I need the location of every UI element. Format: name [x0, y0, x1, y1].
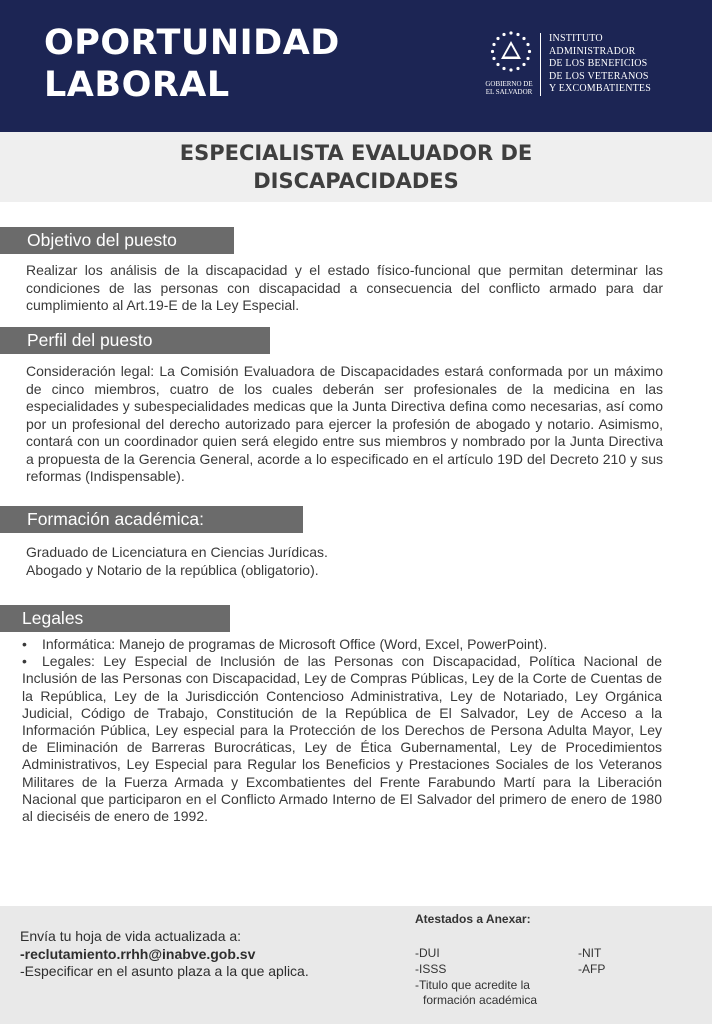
formacion-line: Graduado de Licenciatura en Ciencias Jurídicas. [26, 544, 328, 560]
title-line-2: LABORAL [44, 65, 230, 105]
institution-line: DE LOS BENEFICIOS [549, 58, 648, 69]
list-item [22, 636, 662, 653]
attachment-titulo-line: formación académica [423, 993, 538, 1007]
page-title [44, 22, 340, 106]
institution-line: DE LOS VETERANOS [549, 70, 649, 82]
legales-item-informatica: Informática: Manejo de programas de Microsoft Office (Word, Excel, PowerPoint). [42, 636, 548, 652]
attachment-afp: -AFP [578, 962, 606, 976]
attachment-nit: -NIT [578, 946, 602, 960]
section-heading-legales: Legales [0, 605, 230, 632]
formacion-text [26, 544, 328, 579]
position-title-line-1: ESPECIALISTA EVALUADOR DE [179, 141, 533, 165]
formacion-line: Abogado y Notario de la república (obligatorio). [26, 561, 319, 578]
section-heading-perfil: Perfil del puesto [0, 327, 270, 354]
application-instructions [20, 928, 309, 981]
title-line-1: OPORTUNIDAD [44, 23, 340, 63]
attachment-titulo-line: -Titulo que acredite la [415, 978, 530, 992]
legales-list [22, 636, 662, 825]
seal-caption-line: EL SALVADOR [485, 88, 533, 96]
position-title-line-2: DISCAPACIDADES [253, 169, 459, 193]
instructions-line: Envía tu hoja de vida actualizada a: [20, 928, 242, 944]
seal-caption-line: GOBIERNO DE [485, 80, 533, 88]
list-item [22, 653, 662, 825]
perfil-text: Consideración legal: La Comisión Evaluadora de Discapacidades estará conformada por un máximo de cinco miembros, cuatro de los cuales deberán ser profesionales de la medicina en las especialidades y subespecialidades medicas que la Junta Directiva defina como necesarias, así como por un profesional del derecho autorizado para ejercer la profesión de abogado y notario. Asimismo, contará con un coordinador quien será elegido entre sus miembros y nombrado por la Junta Directiva a propuesta de la Gerencia General, acorde a lo especificado en el artículo 19D del Decreto 210 y sus reformas (Indispensable). [26, 363, 663, 484]
section-heading-formacion: Formación académica: [0, 506, 303, 533]
institution-name [540, 33, 651, 96]
objetivo-text: Realizar los análisis de la discapacidad y el estado físico-funcional que permitan determinar las condiciones de las personas con discapacidad a consecuencia del conflicto armado para dar cumplimiento al Art.19-E de la Ley Especial. [26, 262, 663, 313]
legales-item-leyes: Legales: Ley Especial de Inclusión de las Personas con Discapacidad, Política Nacional de Inclusión de las Personas con Discapacidad, Ley de Compras Públicas, Ley de la Corte de Cuentas de la República, Ley de la Jurisdicción Contencioso Administrativa, Ley de Notariado, Ley Orgánica Judicial, Código de Trabajo, Constitución de la República de El Salvador, Ley de Acceso a la Información Pública, Ley especial para la Protección de los Derechos de Persona Adulta Mayor, Ley de Eliminación de Barreras Burocráticas, Ley de Ética Gubernamental, Ley de Procedimientos Administrativos, Ley Especial para Regular los Beneficios y Prestaciones Sociales de los Veteranos Militares de la Fuerza Armada y Excombatientes del Frente Farabundo Martí para la Liberación Nacional que participaron en el Conflicto Armado Interno de El Salvador del primero de enero de 1980 al dieciséis de enero de 1992. [22, 653, 662, 825]
attachment-isss: -ISSS [415, 962, 447, 976]
instructions-line: -Especificar en el asunto plaza a la que aplica. [20, 963, 309, 979]
attachment-dui: -DUI [415, 946, 440, 960]
position-title [100, 139, 612, 195]
institution-line: INSTITUTO [549, 33, 603, 44]
institution-line: ADMINISTRADOR [549, 45, 636, 57]
seal-caption [474, 80, 544, 96]
institution-line: Y EXCOMBATIENTES [549, 83, 651, 94]
section-heading-objetivo: Objetivo del puesto [0, 227, 234, 254]
attachment-titulo [415, 978, 537, 1008]
email-contact: -reclutamiento.rrhh@inabve.gob.sv [20, 945, 256, 962]
attachments-title: Atestados a Anexar: [415, 912, 531, 926]
bullet: • [22, 653, 27, 670]
bullet: • [22, 636, 27, 652]
